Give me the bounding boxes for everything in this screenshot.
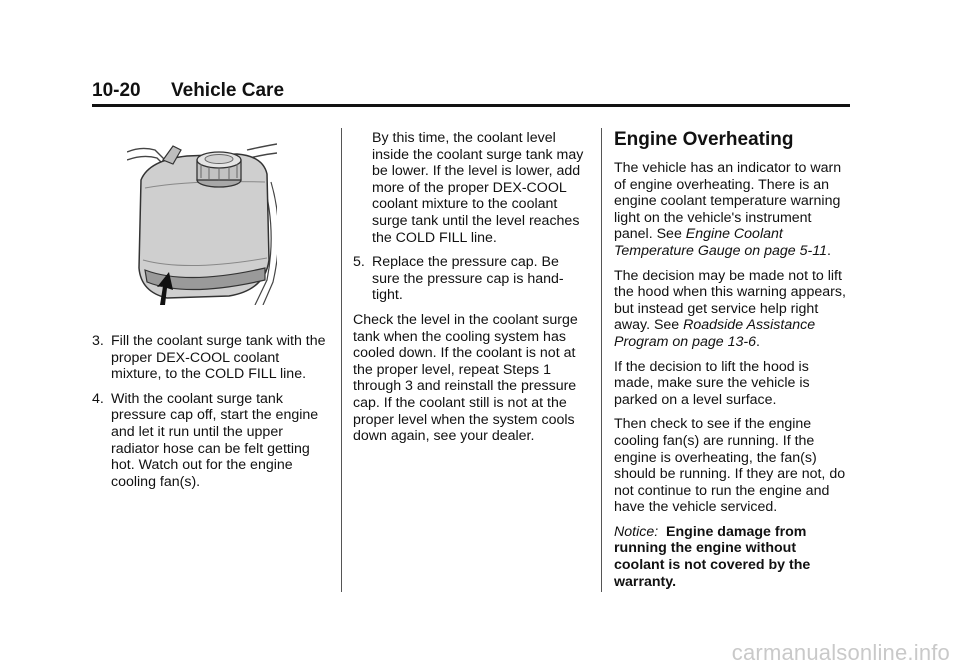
notice-label: Notice: (614, 523, 659, 540)
paragraph: Check the level in the coolant surge tank when the cooling system has cooled down. If the coolant is not at the proper level, repeat Steps 1 through 3 and reinstall the pressure cap. If the coolant still is not at the proper level when the system cools down again, see your dealer. (353, 311, 578, 445)
watermark: carmanualsonline.info (731, 640, 950, 665)
list-item-continuation: By this time, the coolant level inside the coolant surge tank may be lower. If the level is lower, add more of the proper DEX-COOL coolant mixture to the coolant surge tank until the level reaches the COLD FILL line. (372, 130, 584, 246)
paragraph: If the decision to lift the hood is made, make sure the vehicle is parked on a level surface. (614, 358, 810, 408)
cross-reference-link[interactable]: Engine Coolant Temperature Gauge on page 5-11 (614, 226, 827, 259)
paragraph: Then check to see if the engine cooling fan(s) are running. If the engine is overheating, the fan(s) should be running. If they are not, do not continue to run the engine and have the vehicle serviced. (614, 416, 846, 516)
page-number: 10-20 (92, 80, 141, 101)
notice-text: Engine damage from running the engine without coolant is not covered by the warranty. (614, 523, 811, 590)
list-item: 4. With the coolant surge tank pressure cap off, start the engine and let it run until the upper radiator hose can be felt getting hot. Watch out for the engine cooling fan(s). (92, 390, 319, 490)
section-title: Vehicle Care (171, 80, 285, 101)
coolant-surge-tank-illustration (127, 140, 277, 305)
page-header (92, 80, 850, 106)
column-1 (92, 333, 328, 498)
list-item: 5. Replace the pressure cap. Be sure the pressure cap is hand-tight. (353, 254, 564, 304)
column-2 (353, 130, 589, 453)
section-heading: Engine Overheating (614, 129, 794, 150)
column-divider (601, 128, 602, 592)
cross-reference-link[interactable]: Roadside Assistance Program on page 13-6 (614, 317, 816, 350)
column-divider (341, 128, 342, 592)
paragraph: The decision may be made not to lift the hood when this warning appears, but instead get service help right away. See Roadside Assistance Program on page 13-6. (614, 267, 846, 350)
list-item: 3. Fill the coolant surge tank with the proper DEX-COOL coolant mixture, to the COLD FILL line. (92, 333, 326, 383)
paragraph: The vehicle has an indicator to warn of engine overheating. There is an engine coolant temperature warning light on the vehicle's instrument panel. See Engine Coolant Temperature Gauge on page 5-11. (614, 160, 842, 259)
notice (614, 524, 850, 590)
column-3 (614, 128, 850, 598)
header-rule (92, 104, 850, 107)
